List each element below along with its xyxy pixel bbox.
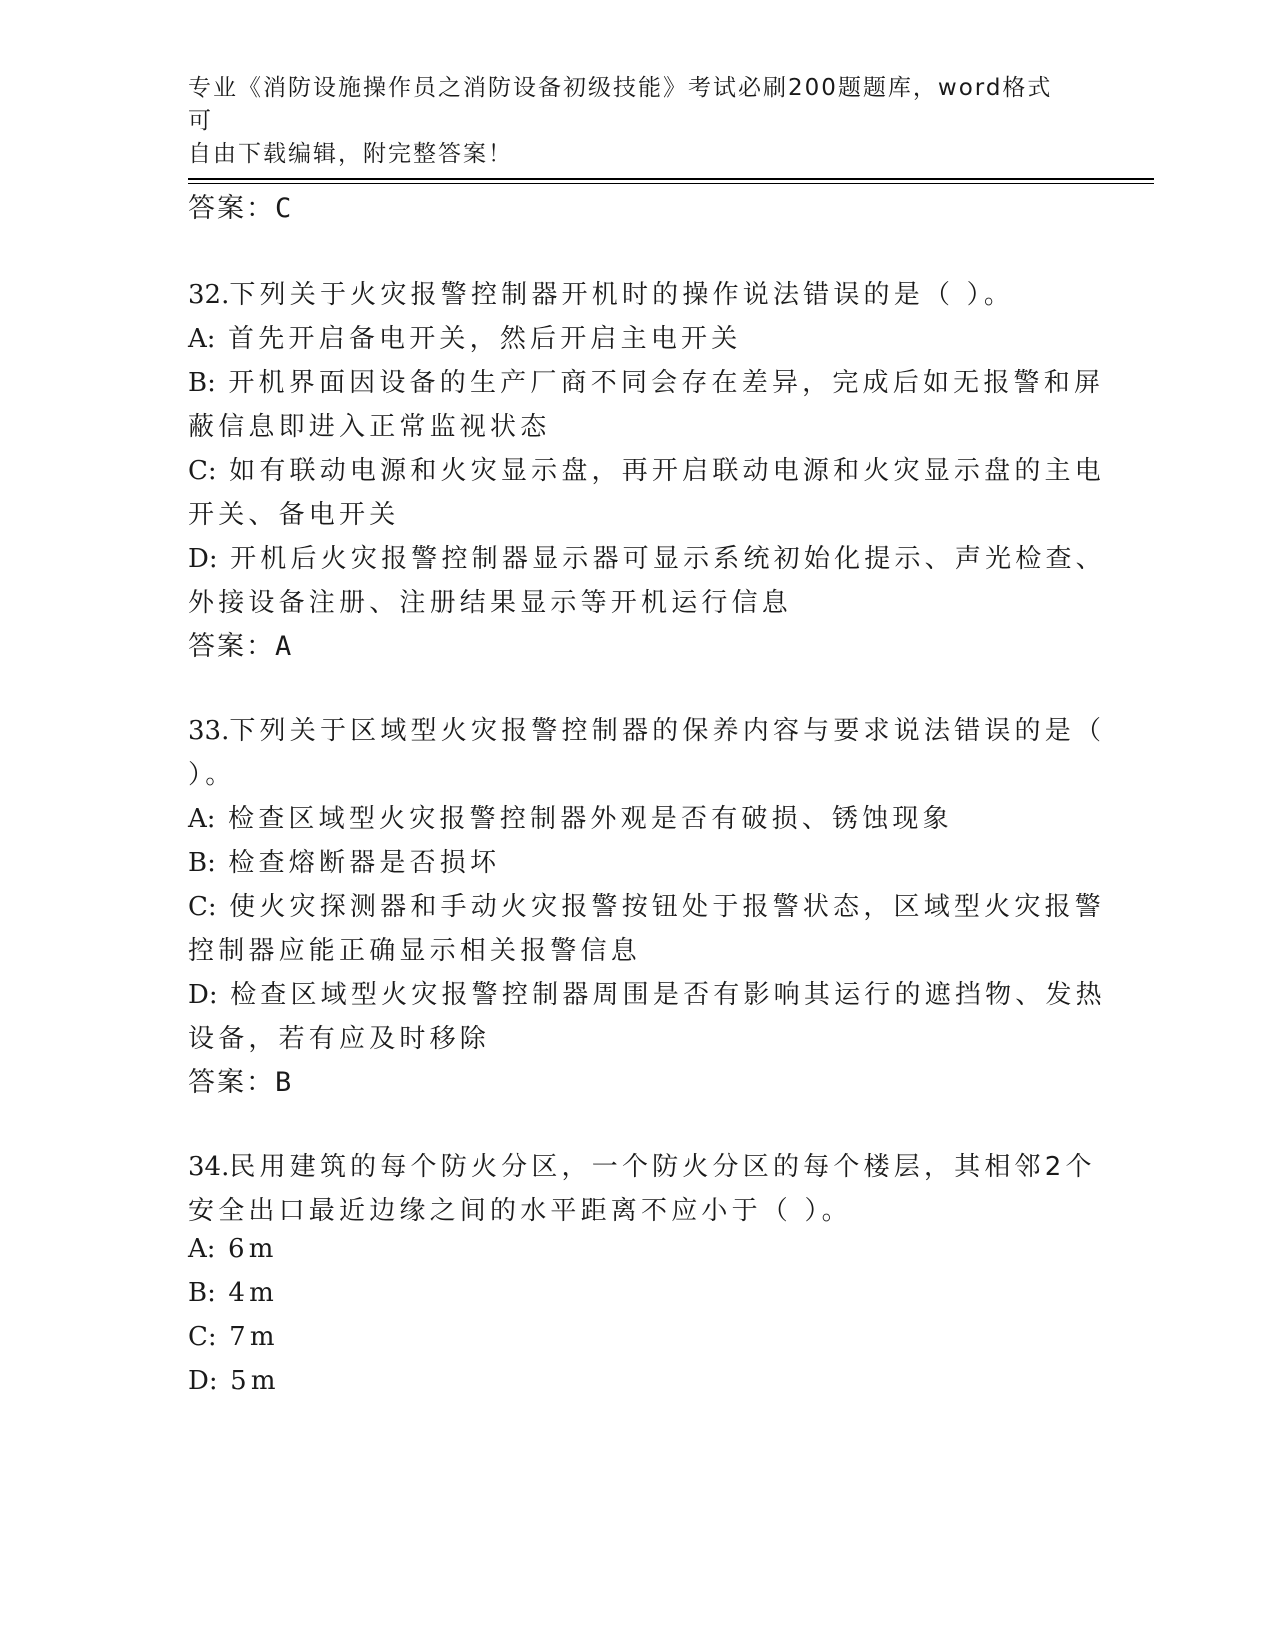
option-label: C:	[188, 892, 217, 922]
option-text: 检查区域型火灾报警控制器外观是否有破损、锈蚀现象	[228, 804, 953, 834]
question-34-option-b	[188, 1278, 278, 1308]
question-34-option-c	[188, 1322, 279, 1352]
option-text: 4m	[228, 1278, 278, 1308]
question-stem-line: 下列关于火灾报警控制器开机时的操作说法错误的是（ ）。	[229, 280, 1015, 310]
option-text: 7m	[229, 1322, 279, 1352]
option-text: 如有联动电源和火灾显示盘，再开启联动电源和火灾显示盘的主电	[229, 456, 1105, 486]
option-label: A:	[188, 804, 216, 834]
question-32-option-d-cont	[188, 582, 792, 619]
question-33-option-a	[188, 798, 953, 835]
option-text: 检查区域型火灾报警控制器周围是否有影响其运行的遮挡物、发热	[230, 980, 1106, 1010]
header-line-2: 自由下载编辑，附完整答案！	[188, 141, 513, 167]
question-33-stem	[188, 710, 1105, 747]
header-divider-thin	[188, 183, 1154, 184]
question-number: 32.	[188, 280, 230, 310]
option-label: B:	[188, 1278, 216, 1308]
option-text: 蔽信息即进入正常监视状态	[188, 412, 551, 442]
option-text: 6m	[228, 1234, 278, 1264]
question-33-option-d	[188, 974, 1106, 1011]
answer-label: 答案：	[188, 1067, 275, 1098]
question-32-option-a	[188, 318, 741, 355]
question-32-option-d	[188, 538, 1106, 575]
previous-answer	[188, 186, 291, 225]
option-text: 使火灾探测器和手动火灾报警按钮处于报警状态，区域型火灾报警	[229, 892, 1105, 922]
option-label: D:	[188, 544, 218, 574]
question-number: 34.	[188, 1152, 230, 1182]
question-stem-line: 下列关于区域型火灾报警控制器的保养内容与要求说法错误的是（	[229, 716, 1106, 746]
header-divider	[188, 178, 1154, 180]
answer-value: B	[275, 1067, 292, 1098]
answer-label: 答案：	[188, 193, 275, 224]
question-34-stem	[188, 1146, 1096, 1183]
question-33-option-c	[188, 886, 1105, 923]
question-32-option-c-cont	[188, 494, 399, 531]
option-label: D:	[188, 980, 218, 1010]
question-32-answer	[188, 624, 291, 663]
question-stem-line: ）。	[188, 760, 236, 790]
question-32-option-b-cont	[188, 406, 550, 443]
question-32-stem	[188, 274, 1014, 311]
option-label: C:	[188, 1322, 217, 1352]
document-header	[188, 72, 1068, 171]
option-label: B:	[188, 848, 216, 878]
option-label: B:	[188, 368, 216, 398]
question-stem-line: 民用建筑的每个防火分区，一个防火分区的每个楼层，其相邻2个	[229, 1152, 1096, 1182]
option-text: 控制器应能正确显示相关报警信息	[188, 936, 642, 966]
question-number: 33.	[188, 716, 230, 746]
header-line-1: 专业《消防设施操作员之消防设备初级技能》考试必刷200题题库，word格式可	[188, 75, 1053, 134]
option-text: 外接设备注册、注册结果显示等开机运行信息	[188, 588, 793, 618]
option-text: 开机后火灾报警控制器显示器可显示系统初始化提示、声光检查、	[230, 544, 1106, 574]
option-text: 检查熔断器是否损坏	[228, 848, 501, 878]
question-32-option-b	[188, 362, 1104, 399]
question-33-option-c-cont	[188, 930, 641, 967]
option-label: C:	[188, 456, 217, 486]
option-label: A:	[188, 324, 216, 354]
option-text: 首先开启备电开关，然后开启主电开关	[228, 324, 742, 354]
option-text: 开机界面因设备的生产厂商不同会存在差异，完成后如无报警和屏	[228, 368, 1105, 398]
question-33-stem-cont	[188, 754, 235, 791]
question-33-answer	[188, 1060, 291, 1099]
option-text: 开关、备电开关	[188, 500, 400, 530]
question-stem-line: 安全出口最近边缘之间的水平距离不应小于（ ）。	[188, 1196, 852, 1226]
answer-value: C	[275, 193, 292, 224]
option-label: D:	[188, 1366, 218, 1396]
option-label: A:	[188, 1234, 216, 1264]
question-32-option-c	[188, 450, 1105, 487]
option-text: 5m	[230, 1366, 280, 1396]
question-33-option-d-cont	[188, 1018, 490, 1055]
answer-value: A	[275, 631, 292, 662]
question-34-option-d	[188, 1366, 280, 1396]
option-text: 设备，若有应及时移除	[188, 1024, 491, 1054]
question-33-option-b	[188, 842, 500, 879]
question-34-stem-cont	[188, 1190, 852, 1227]
question-34-option-a	[188, 1234, 278, 1264]
answer-label: 答案：	[188, 631, 275, 662]
